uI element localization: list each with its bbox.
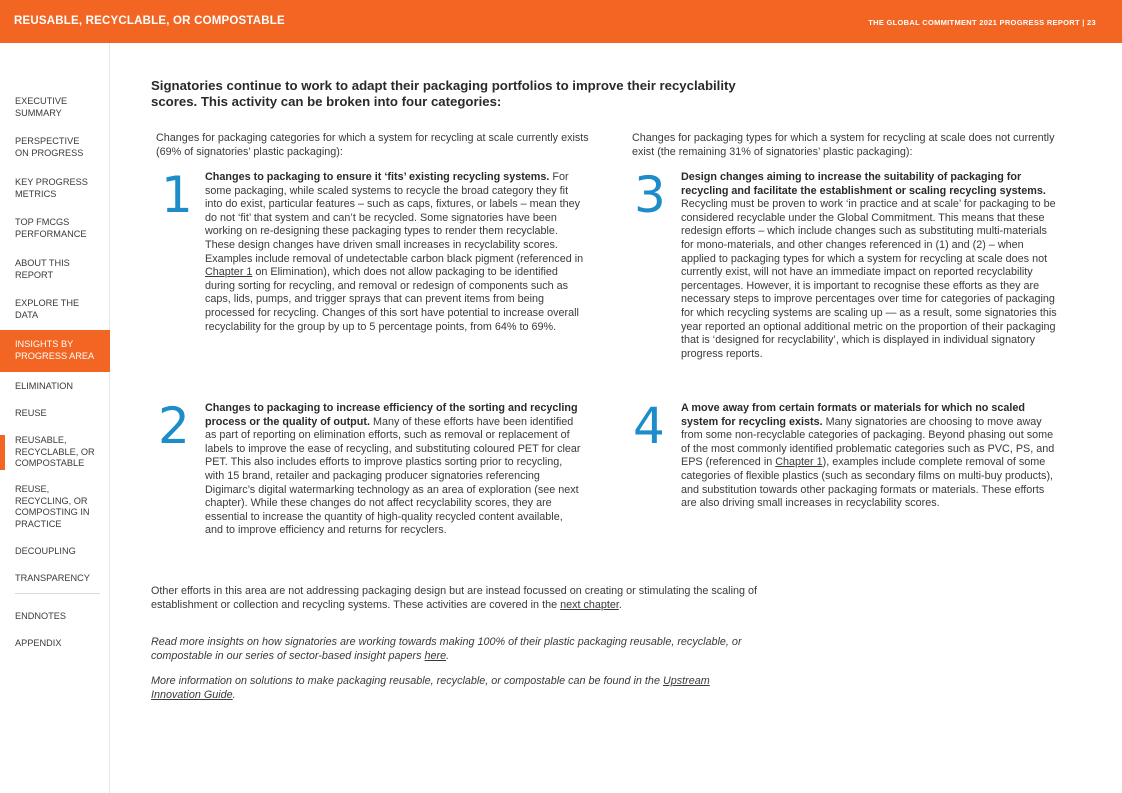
- sidebar-item-top-fmcgs-performance[interactable]: TOP FMCGS PERFORMANCE: [15, 217, 87, 239]
- category-1-body-b: on Elimination), which does not allow packaging to be identified during sorting for recycling, and removal or redesign of components such as caps, lids, pumps, and trigger sprays that can prevent items from being processed for recycling. Changes of this sort have potential to increase overall recyclability for the group by up to 5 percentage points, from 64% to 69%.: [205, 266, 579, 333]
- sidebar-item-endnotes[interactable]: ENDNOTES: [15, 611, 67, 621]
- category-3-text: [681, 171, 1059, 361]
- upstream-innovation-guide-link[interactable]: Upstream Innovation Guide: [151, 675, 710, 701]
- category-2-body: Many of these efforts have been identified as part of reporting on elimination efforts, such as removal or replacement of labels to improve the ease of recycling, and substituting coloured PET for clear PET. This also includes efforts to improve plastics sorting prior to recycling, with 15 brand, retailer and packaging producer signatories referencing Digimarc’s digital watermarking technology as an area of exploration (see next chapter). While these changes do not affect recyclability scores, they are essential to increase the quantity of high-quality recycled content available, and to improve efficiency and returns for recyclers.: [205, 415, 581, 537]
- category-number-4: 4: [633, 397, 665, 455]
- category-2-lead: Changes to packaging to increase efficiency of the sorting and recycling process or the quality of output.: [205, 402, 578, 428]
- other-efforts-end: .: [618, 598, 622, 611]
- other-efforts-text: Other efforts in this area are not addressing packaging design but are instead focussed on creating or stimulating the scaling of establishment or collection and recycling systems. These activities are covered in the: [151, 585, 757, 611]
- sidebar-item-perspective-on-progress[interactable]: PERSPECTIVE ON PROGRESS: [15, 136, 84, 158]
- category-1-body-a: For some packaging, while scaled systems to recycle the broad category they fit into do exist, particular features – such as caps, fixtures, or labels – mean they do not ‘fit’ that system and can’t be recycled. Some signatories have been working on re-designing these packaging types to render them recyclable. These design changes have driven small increases in recyclability scores. Examples include removal of undetectable carbon black pigment (referenced in: [205, 171, 584, 265]
- sidebar-item-about-this-report[interactable]: ABOUT THIS REPORT: [15, 258, 70, 280]
- category-4-lead: A move away from certain formats or materials for which no scaled system for recycling exists.: [681, 402, 1026, 428]
- next-chapter-link[interactable]: next chapter: [560, 598, 619, 611]
- sidebar-item-reuse-recycling-composting-in-practice[interactable]: REUSE, RECYCLING, OR COMPOSTING IN PRACTICE: [15, 484, 90, 529]
- sidebar-item-reusable-recyclable-compostable[interactable]: REUSABLE, RECYCLABLE, OR COMPOSTABLE: [0, 435, 110, 470]
- category-2-text: [205, 402, 581, 538]
- category-4-body-b: ), examples include complete removal of some categories of flexible plastics (such as secondary films on multi-buy products), and substitution towards other packaging formats or materials. These efforts are also driving small increases in recyclability scores.: [681, 456, 1054, 510]
- sidebar-item-insights-by-progress-area[interactable]: INSIGHTS BY PROGRESS AREA: [0, 330, 110, 372]
- page-heading: Signatories continue to work to adapt their packaging portfolios to improve their recyclability scores. This activity can be broken into four categories:: [151, 78, 736, 109]
- report-page-title: THE GLOBAL COMMITMENT 2021 PROGRESS REPORT | 23: [868, 18, 1096, 27]
- section-title: REUSABLE, RECYCLABLE, OR COMPOSTABLE: [14, 15, 285, 27]
- sidebar-item-reuse[interactable]: REUSE: [15, 408, 47, 418]
- sidebar-item-decoupling[interactable]: DECOUPLING: [15, 546, 76, 556]
- sidebar-item-transparency[interactable]: TRANSPARENCY: [15, 573, 90, 583]
- category-4-body-a: Many signatories are choosing to move away from some non-recyclable categories of packaging. Beyond phasing out some of the most commonly identified problematic categories such as PVC, PS, and EPS (referenced in: [681, 415, 1055, 469]
- insights-paragraph: [151, 636, 761, 663]
- header-bar: [0, 0, 1122, 43]
- sidebar-divider: [15, 593, 100, 594]
- insights-text: Read more insights on how signatories are working towards making 100% of their plastic packaging reusable, recyclable, or compostable in our series of sector-based insight papers: [151, 636, 742, 662]
- upstream-end: .: [232, 688, 236, 701]
- sidebar-item-appendix[interactable]: APPENDIX: [15, 638, 62, 648]
- upstream-guide-paragraph: [151, 675, 761, 702]
- upstream-text: More information on solutions to make packaging reusable, recyclable, or compostable can be found in the: [151, 675, 663, 687]
- right-column-intro: Changes for packaging types for which a system for recycling at scale does not currently exist (the remaining 31% of signatories’ plastic packaging):: [632, 132, 1055, 158]
- category-4-text: [681, 402, 1061, 511]
- chapter-1-link-2[interactable]: Chapter 1: [775, 456, 823, 469]
- left-column-intro: Changes for packaging categories for which a system for recycling at scale currently exists (69% of signatories’ plastic packaging):: [156, 132, 589, 158]
- category-1-lead: Changes to packaging to ensure it ‘fits’ existing recycling systems.: [205, 171, 550, 183]
- sidebar-item-executive-summary[interactable]: EXECUTIVE SUMMARY: [15, 96, 68, 118]
- insight-papers-link[interactable]: here: [424, 649, 447, 662]
- category-number-3: 3: [634, 166, 666, 224]
- sidebar-item-explore-the-data[interactable]: EXPLORE THE DATA: [15, 298, 80, 320]
- chapter-1-link[interactable]: Chapter 1: [205, 266, 253, 279]
- category-3-lead: Design changes aiming to increase the suitability of packaging for recycling and facilitate the establishment or scaling recycling systems.: [681, 171, 1046, 197]
- sidebar-item-key-progress-metrics[interactable]: KEY PROGRESS METRICS: [15, 177, 88, 199]
- category-3-body: Recycling must be proven to work ‘in practice and at scale’ for packaging to be considered recyclable under the Global Commitment. This means that these redesign efforts – which include changes such as substituting multi-materials for mono-materials, and other changes referenced in (1) and (2) – when applied to packaging types for which a system for recycling at scale does not currently exist, will not have an immediate impact on reported recyclability percentages. However, it is important to recognise these efforts as they are necessary steps to improve percentages over time for categories of packaging for which recycling systems are scaling up — as a result, some signatories this year reported an optional additional metric on the proportion of their packaging that is ‘designed for recyclability’, which is displayed in individual signatory progress reports.: [681, 198, 1057, 360]
- category-number-1: 1: [161, 166, 193, 224]
- category-1-text: [205, 171, 585, 334]
- category-number-2: 2: [158, 397, 190, 455]
- sidebar-nav: [0, 43, 110, 793]
- insights-end: .: [446, 649, 450, 662]
- sidebar-item-elimination[interactable]: ELIMINATION: [15, 381, 74, 391]
- other-efforts-paragraph: [151, 585, 761, 612]
